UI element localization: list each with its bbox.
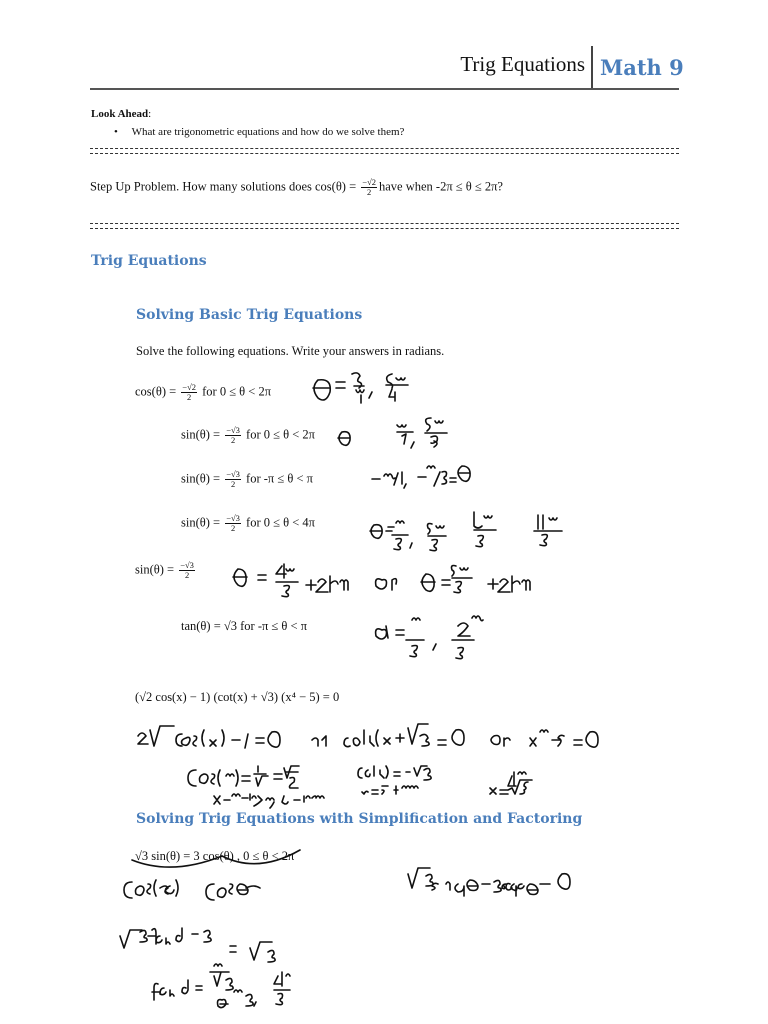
look-ahead-label: Look Ahead bbox=[91, 108, 149, 120]
problem-4: sin(θ) = $\frac{-√3}{2}$ for 0 ≤ θ < 4π bbox=[181, 513, 315, 533]
handwriting-answer-5 bbox=[233, 564, 530, 597]
product-equation: (√2 cos(x) − 1) (cot(x) + √3) (x⁴ − 5) = 0 bbox=[135, 690, 340, 704]
problem-1: cos(θ) = $\frac{-√2}{2}$ for 0 ≤ θ < 2π bbox=[135, 382, 272, 402]
fraction: $\frac{-√2}{2}$ bbox=[362, 177, 376, 197]
fraction: $\frac{-√2}{2}$ bbox=[182, 382, 196, 402]
problem-5: sin(θ) = $\frac{-√3}{2}$ bbox=[135, 560, 194, 580]
instructions: Solve the following equations. Write your answers in radians. bbox=[136, 344, 445, 358]
page-title: Trig Equations bbox=[460, 52, 585, 76]
problem-6: tan(θ) = √3 for -π ≤ θ < π bbox=[181, 619, 308, 633]
problem-2: sin(θ) = $\frac{-√3}{2}$ for 0 ≤ θ < 2π bbox=[181, 425, 315, 445]
problem-3: sin(θ) = $\frac{-√3}{2}$ for -π ≤ θ < π bbox=[181, 469, 313, 489]
course-label: Math 9 bbox=[600, 55, 684, 80]
fraction: $\frac{-√3}{2}$ bbox=[226, 425, 240, 445]
handwriting-answer-1 bbox=[313, 373, 408, 403]
bullet-icon: • bbox=[114, 126, 118, 138]
section-heading: Trig Equations bbox=[91, 253, 207, 269]
fraction: $\frac{-√3}{2}$ bbox=[226, 469, 240, 489]
subsection-heading: Solving Basic Trig Equations bbox=[136, 307, 363, 323]
fraction: $\frac{-√3}{2}$ bbox=[180, 560, 194, 580]
subsection-heading: Solving Trig Equations with Simplification and Factoring bbox=[136, 811, 583, 827]
bullet-text: What are trigonometric equations and how do we solve them? bbox=[131, 126, 405, 138]
handwriting-factors bbox=[138, 724, 598, 748]
fraction: $\frac{-√3}{2}$ bbox=[226, 513, 240, 533]
handwriting-factoring bbox=[120, 850, 570, 1008]
step-up-suffix: have when -2π ≤ θ ≤ 2π? bbox=[379, 179, 503, 194]
step-up-prefix: Step Up Problem. How many solutions does cos(θ) = bbox=[90, 179, 360, 194]
handwriting-answer-2 bbox=[338, 418, 447, 448]
handwriting-answer-6 bbox=[376, 616, 483, 659]
handwriting-solutions bbox=[188, 766, 532, 808]
handwriting-answer-4 bbox=[370, 512, 562, 551]
handwriting-answer-3 bbox=[372, 466, 470, 488]
factoring-equation: √3 sin(θ) = 3 cos(θ) , 0 ≤ θ < 2π bbox=[135, 849, 295, 863]
look-ahead-colon: : bbox=[148, 108, 152, 120]
